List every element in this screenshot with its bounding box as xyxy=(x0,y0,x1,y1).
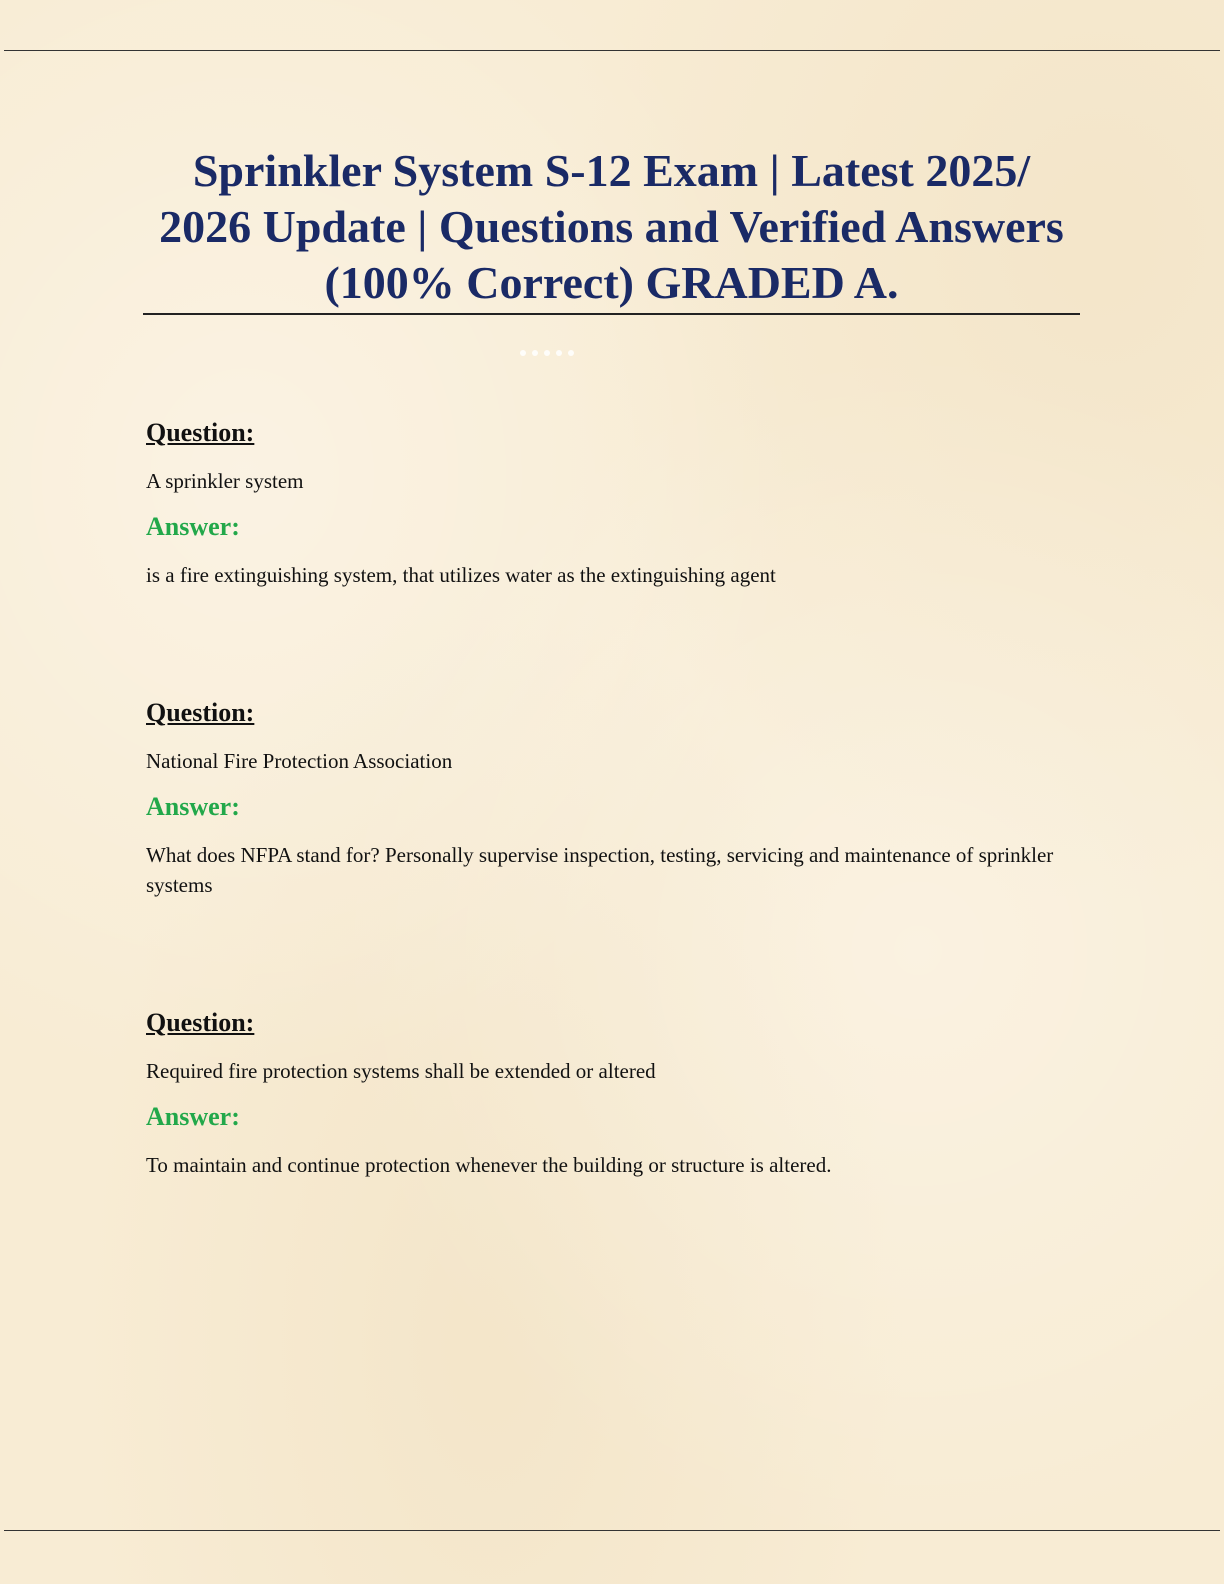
dot-icon xyxy=(568,350,574,356)
document-title: Sprinkler System S-12 Exam | Latest 2025/ 2026 Update | Questions and Verified Answers (100% Correct) GRADED A. xyxy=(159,145,1064,308)
question-text: A sprinkler system xyxy=(146,469,304,493)
dot-icon xyxy=(532,350,538,356)
question-label: Question: xyxy=(146,418,255,447)
qa-item-2 xyxy=(146,698,1086,900)
qa-item-1 xyxy=(146,418,1086,590)
answer-label: Answer: xyxy=(146,792,240,821)
question-text: Required fire protection systems shall be extended or altered xyxy=(146,1059,656,1083)
answer-label: Answer: xyxy=(146,1102,240,1131)
question-text: National Fire Protection Association xyxy=(146,749,453,773)
bottom-rule xyxy=(4,1530,1220,1531)
answer-text: To maintain and continue protection whenever the building or structure is altered. xyxy=(146,1153,832,1177)
decorative-dots xyxy=(520,350,574,356)
qa-item-3 xyxy=(146,1008,1086,1180)
question-label: Question: xyxy=(146,698,255,727)
title-underline xyxy=(143,313,1080,315)
dot-icon xyxy=(556,350,562,356)
top-rule xyxy=(4,50,1220,51)
answer-text: What does NFPA stand for? Personally supervise inspection, testing, servicing and maintenance of sprinkler systems xyxy=(146,843,1054,897)
dot-icon xyxy=(520,350,526,356)
question-label: Question: xyxy=(146,1008,255,1037)
title-block xyxy=(143,143,1080,315)
answer-label: Answer: xyxy=(146,512,240,541)
answer-text: is a fire extinguishing system, that utilizes water as the extinguishing agent xyxy=(146,563,776,587)
dot-icon xyxy=(544,350,550,356)
